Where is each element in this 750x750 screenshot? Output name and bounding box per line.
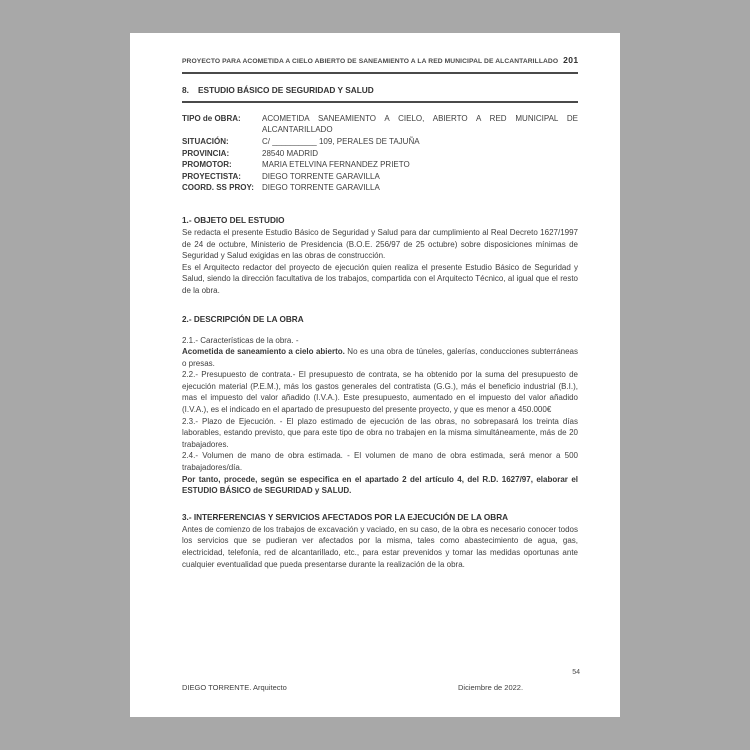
header-rule (182, 72, 578, 74)
info-row-tipo-obra (182, 113, 578, 136)
page-number: 54 (572, 669, 580, 676)
document-page (130, 33, 620, 717)
info-label: PROVINCIA: (182, 148, 230, 158)
header-page-ref: 201 (563, 55, 579, 65)
subsection-2-1-lead: Acometida de saneamiento a cielo abierto. (182, 347, 345, 357)
subsection-2-1-rest: No es una obra de túneles, galerías, conducciones subterráneas o presas. (182, 347, 579, 368)
info-label: PROYECTISTA: (182, 171, 241, 181)
page-header (182, 54, 578, 68)
project-info-block (182, 113, 578, 194)
info-value: ACOMETIDA SANEAMIENTO A CIELO, ABIERTO A RED MUNICIPAL DE ALCANTARILLADO (262, 113, 578, 135)
chapter-number: 8. (182, 85, 189, 95)
footer-author: DIEGO TORRENTE. Arquitecto (182, 683, 287, 692)
chapter-heading (182, 84, 578, 96)
section-1-title: 1.- OBJETO DEL ESTUDIO (182, 215, 285, 225)
section-1-paragraph-2: Es el Arquitecto redactor del proyecto de ejecución quien realiza el presente Estudio Básico de Seguridad y Salud, siendo la dirección facultativa de los trabajos, compartida con el Arquitecto Técnico, al igual que el resto de la obra. (182, 262, 578, 295)
chapter-title: ESTUDIO BÁSICO DE SEGURIDAD Y SALUD (198, 85, 374, 95)
info-label: TIPO de OBRA: (182, 113, 241, 123)
info-row-provincia (182, 148, 578, 160)
header-title: PROYECTO PARA ACOMETIDA A CIELO ABIERTO DE SANEAMIENTO A LA RED MUNICIPAL DE ALCANTARILLADO (182, 58, 559, 65)
info-row-promotor (182, 159, 578, 171)
info-value: 28540 MADRID (262, 148, 319, 158)
info-label: SITUACIÓN: (182, 136, 229, 146)
info-row-situacion (182, 136, 578, 148)
info-row-proyectista (182, 171, 578, 183)
subsection-2-3-text: 2.3.- Plazo de Ejecución. - El plazo estimado de ejecución de las obras, no sobrepasará los treinta días laborables, estando previsto, que para este tipo de obra no trabajen en la misma simultáneamente, más de 20 trabajadores. (182, 416, 578, 449)
info-value: DIEGO TORRENTE GARAVILLA (262, 183, 380, 193)
section-2-title: 2.- DESCRIPCIÓN DE LA OBRA (182, 314, 304, 324)
section-2-body (182, 335, 578, 474)
section-3-paragraph-1: Antes de comienzo de los trabajos de excavación y vaciado, en su caso, de la obra es necesario conocer todos los servicios que se pudieran ver afectados por la misma, tales como abastecimiento de agua, gas, electricidad, telefonía, red de alcantarillado, etc., para estar prevenidos y tomar las medidas oportunas ante cualquier eventualidad que pueda presentarse durante la realización de la obra. (182, 524, 578, 569)
subsection-2-1-text (182, 346, 578, 369)
chapter-rule (182, 101, 578, 103)
info-label: PROMOTOR: (182, 160, 232, 170)
info-value: C/ __________ 109, PERALES DE TAJUÑA (262, 136, 420, 146)
info-value: DIEGO TORRENTE GARAVILLA (262, 171, 380, 181)
subsection-2-2-text: 2.2.- Presupuesto de contrata.- El presupuesto de contrata, se ha obtenido por la suma del presupuesto de ejecución material (P.E.M.), más los gastos generales del contratista (G.G.), más el beneficio industrial (B.I.), mas el impuesto del valor añadido (I.V.A.). Este presupuesto, aumentado en el impuesto del valor añadido (I.V.A.), es el indicado en el apartado de presupuesto del presente proyecto, y que es menor a 450.000€ (182, 370, 578, 415)
info-row-coord-ss (182, 182, 578, 194)
footer-date: Diciembre de 2022. (458, 683, 524, 692)
info-value: MARIA ETELVINA FERNANDEZ PRIETO (262, 160, 410, 170)
info-label: COORD. SS PROY: (182, 183, 254, 193)
section-3-title: 3.- INTERFERENCIAS Y SERVICIOS AFECTADOS POR LA EJECUCIÓN DE LA OBRA (182, 512, 509, 522)
section-2-conclusion: Por tanto, procede, según se especifica en el apartado 2 del artículo 4, del R.D. 1627/97, elaborar el ESTUDIO BÁSICO de SEGURIDAD y SALUD. (182, 474, 578, 496)
section-1-paragraph-1: Se redacta el presente Estudio Básico de Seguridad y Salud para dar cumplimiento al Real Decreto 1627/1997 de 24 de octubre, Ministerio de Presidencia (B.O.E. 256/97 de 25 octubre) sobre disposiciones mínimas de Seguridad y Salud exigidas en las obras de construcción. (182, 227, 578, 261)
subsection-2-4-text: 2.4.- Volumen de mano de obra estimada. - El volumen de mano de obra estimada, será menor a 500 trabajadores/día. (182, 451, 578, 473)
subsection-2-1-heading: 2.1.- Características de la obra. - (182, 335, 299, 345)
